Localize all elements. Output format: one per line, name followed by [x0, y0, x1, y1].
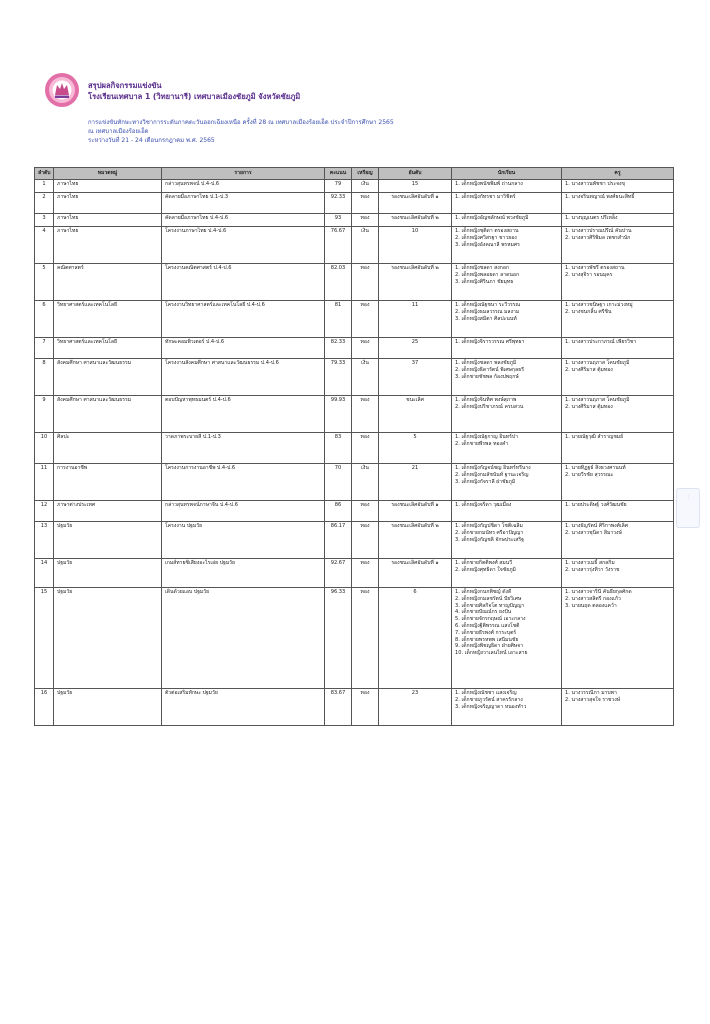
list-item: 3. เด็กหญิงกัจราลี ฝาชัยภูมิ	[455, 478, 516, 485]
col-header-rank: อันดับ	[379, 168, 452, 180]
list-item: 2. นางสุจิรา รอนมุคร	[565, 271, 613, 278]
score-cell: 83.67	[325, 689, 352, 726]
list-item: 1. เด็กหญิงณัฐชนา ระวีวรรณ	[455, 302, 521, 308]
students-cell-list	[455, 228, 558, 248]
teachers-cell	[562, 264, 674, 301]
teachers-cell-list	[565, 560, 670, 574]
col-header-students: นักเรียน	[452, 168, 562, 180]
table-row	[35, 338, 674, 359]
medal-cell: ทอง	[352, 689, 379, 726]
rank-cell: 5	[379, 433, 452, 464]
teachers-cell	[562, 433, 674, 464]
item-cell: โครงงาน ปฐมวัย	[162, 522, 325, 559]
medal-cell: เงิน	[352, 359, 379, 396]
subtitle-line-1: การแข่งขันทักษะทางวิชาการระดับภาคตะวันออกเฉียงเหนือ ครั้งที่ 28 ณ เทศบาลเมืองร้อยเอ็ด ประจำปีการศึกษา 2565	[88, 119, 394, 126]
teachers-cell-list	[565, 465, 670, 479]
list-item: 10. เด็กหญิงวาเลนไทน์ เอาะสาย	[455, 650, 528, 657]
list-item: 1. เด็กหญิงอัญชลักษณ์ พวงชัยภูมิ	[455, 215, 529, 221]
list-item: 3. เด็กหญิงอังคณาลี พรหมศร	[455, 241, 520, 248]
row-number-cell: 3	[35, 214, 54, 227]
category-cell: ภาษาไทย	[54, 214, 162, 227]
score-cell: 70	[325, 464, 352, 501]
students-cell-list	[455, 302, 558, 322]
category-cell: ปฐมวัย	[54, 559, 162, 588]
table-row	[35, 359, 674, 396]
list-item: 1. นางสาวนพัชชา ประจงขุ	[565, 181, 626, 187]
list-item: 1. นายทิฏฐธ์ สิงธวงศานนท์	[565, 465, 626, 471]
list-item: 3. เด็กชายชัชพล ก้องปพฤกษ์	[455, 373, 519, 380]
list-item: 8. เด็กชายพรหพพ เสนีมนชัย	[455, 636, 519, 643]
teachers-cell	[562, 501, 674, 522]
students-cell-list	[455, 589, 558, 657]
row-number-cell: 15	[35, 588, 54, 689]
students-cell-list	[455, 434, 558, 448]
teachers-cell	[562, 559, 674, 588]
table-row	[35, 180, 674, 193]
teachers-cell-list	[565, 434, 670, 441]
teachers-cell-list	[565, 339, 670, 346]
list-item: 1. นางสาวนฤภาส โคนชัยภูมิ	[565, 397, 630, 403]
medal-cell: ทอง	[352, 193, 379, 214]
list-item: 2. เด็กหญิงพลอยดา ลาดนอก	[455, 271, 520, 278]
students-cell	[452, 214, 562, 227]
item-cell: ตัวต่อเสริมทักษะ ปฐมวัย	[162, 689, 325, 726]
score-cell: 82.33	[325, 338, 352, 359]
teachers-cell	[562, 193, 674, 214]
students-cell	[452, 464, 562, 501]
list-item: 1. นางสาวเมธิ์ สกลกิม	[565, 560, 615, 566]
teachers-cell	[562, 588, 674, 689]
list-item: 2. เด็กชายกมนัทร ศรีอาปัญญา	[455, 529, 524, 536]
list-item: 1. เด็กหญิงณัฐกาญ อินทร์ปา	[455, 434, 518, 440]
row-number-cell: 6	[35, 301, 54, 338]
teachers-cell	[562, 396, 674, 433]
rank-cell: รองชนะเลิศอันดับที่ ๑	[379, 501, 452, 522]
item-cell: โครงงานสังคมศึกษา ศาสนาและวัฒนธรรม ป.4-ป.6	[162, 359, 325, 396]
students-cell	[452, 689, 562, 726]
students-cell-list	[455, 397, 558, 411]
rank-cell: 6	[379, 588, 452, 689]
col-header-no: ลำดับ	[35, 168, 54, 180]
row-number-cell: 7	[35, 338, 54, 359]
students-cell	[452, 301, 562, 338]
score-cell: 83	[325, 433, 352, 464]
list-item: 2. เด็กหญิงศุทธิดา ใจชัยภูมิ	[455, 566, 516, 573]
row-number-cell: 12	[35, 501, 54, 522]
rank-cell: 23	[379, 689, 452, 726]
item-cell: คัดลายมือภาษาไทย ป.1-ป.3	[162, 193, 325, 214]
students-cell	[452, 359, 562, 396]
table-row	[35, 214, 674, 227]
list-item: 6. เด็กหญิงฐิติพรรณ แสงโชติ	[455, 622, 520, 629]
teachers-cell-list	[565, 265, 670, 279]
teachers-cell	[562, 301, 674, 338]
rank-cell: 10	[379, 227, 452, 264]
list-item: 1. นางสาวปราณปรีณ์ คันปาน	[565, 228, 632, 234]
list-item: 1. เด็กหญิงชลดา สงกอก	[455, 265, 509, 271]
rank-cell: รองชนะเลิศอันดับที่ ๑	[379, 193, 452, 214]
list-item: 1. เด็กหญิงกัญปชิดา โชติเฉลิม	[455, 523, 523, 529]
list-item: 3. เด็กชายศิลกิจโต ทาญปัญญา	[455, 602, 525, 609]
list-item: 2. นางสาวสุจใจ ราชวงษ์	[565, 696, 621, 703]
score-cell: 86.17	[325, 522, 352, 559]
list-item: 2. เด็กหญิงกมลชรัตน์ ปัยวิเศษ	[455, 595, 522, 602]
table-row	[35, 689, 674, 726]
students-cell-list	[455, 215, 558, 222]
medal-cell: ทอง	[352, 264, 379, 301]
category-cell: ปฐมวัย	[54, 522, 162, 559]
category-cell: คณิตศาสตร์	[54, 264, 162, 301]
list-item: 3. เด็กหญิงศิรินภา ชัยมุทธ	[455, 278, 514, 285]
score-cell: 81	[325, 301, 352, 338]
col-header-score: คะแนน	[325, 168, 352, 180]
medal-cell: ทอง	[352, 433, 379, 464]
item-cell: เกมส์ทายซิเสียงอะไรเอ่ย ปฐมวัย	[162, 559, 325, 588]
list-item: 1. เด็กหญิงกัญจน์ชญ อินทร์หรีนาง	[455, 465, 531, 471]
list-item: 2. เด็กหญิงศวิสรฐา ชาวยอง	[455, 234, 517, 241]
students-cell	[452, 264, 562, 301]
row-number-cell: 10	[35, 433, 54, 464]
category-cell: วิทยาศาสตร์และเทคโนโลยี	[54, 338, 162, 359]
medal-cell: ทอง	[352, 396, 379, 433]
list-item: 1. เด็กหญิงจิรารวรรณ ศรีพุทธา	[455, 339, 525, 345]
teachers-cell-list	[565, 181, 670, 188]
list-item: 1. เด็กหญิงณัชชา แสงเจริญ	[455, 690, 517, 696]
col-header-item: รายการ	[162, 168, 325, 180]
category-cell: สังคมศึกษา ศาสนาและวัฒนธรรม	[54, 396, 162, 433]
row-number-cell: 1	[35, 180, 54, 193]
list-item: 1. นายประดิษฐ์ วงศ์วัฒนชัย	[565, 502, 627, 508]
row-number-cell: 9	[35, 396, 54, 433]
col-header-teachers: ครู	[562, 168, 674, 180]
medal-cell: ทอง	[352, 338, 379, 359]
list-item: 1. นายณัฐวุฒิ สำราญชมย์	[565, 434, 624, 440]
item-cell: โครงงานการงานอาชีพ ป.4-ป.6	[162, 464, 325, 501]
score-cell: 99.93	[325, 396, 352, 433]
medal-cell: ทอง	[352, 559, 379, 588]
teachers-cell	[562, 689, 674, 726]
results-table	[34, 167, 674, 726]
category-cell: ภาษาไทย	[54, 180, 162, 193]
score-cell: 93	[325, 214, 352, 227]
teachers-cell	[562, 464, 674, 501]
table-row	[35, 301, 674, 338]
rank-cell: รองชนะเลิศอันดับที่ ๒	[379, 522, 452, 559]
teachers-cell	[562, 338, 674, 359]
table-row	[35, 193, 674, 214]
list-item: 2. เด็กหญิงกมลัชนันท์ ฐานะเจริญ	[455, 471, 529, 478]
list-item: 1. นางสาวชนิษฐา เกาะม่วงหมู่	[565, 302, 633, 308]
row-number-cell: 4	[35, 227, 54, 264]
item-cell: โครงงานภาษาไทย ป.4-ป.6	[162, 227, 325, 264]
row-number-cell: 16	[35, 689, 54, 726]
medal-cell: เงิน	[352, 227, 379, 264]
category-cell: ภาษาต่างประเทศ	[54, 501, 162, 522]
list-item: 3. เด็กหญิงจริญญาดา หนองทำว	[455, 703, 527, 710]
category-cell: ปฐมวัย	[54, 588, 162, 689]
teachers-cell-list	[565, 194, 670, 201]
score-cell: 92.33	[325, 193, 352, 214]
table-row	[35, 396, 674, 433]
medal-cell: ทอง	[352, 588, 379, 689]
scroll-tab-grip-icon: ⋮	[686, 494, 690, 499]
teachers-cell-list	[565, 215, 670, 222]
subtitle-line-2: ณ เทศบาลเมืองร้อยเอ็ด	[88, 128, 149, 135]
item-cell: วาดภาพระบายสี ป.1-ป.3	[162, 433, 325, 464]
teachers-cell	[562, 359, 674, 396]
list-item: 3. นายนฤด ตลองแคว้า	[565, 602, 617, 609]
students-cell	[452, 396, 562, 433]
students-cell-list	[455, 465, 558, 485]
school-logo	[44, 72, 80, 108]
students-cell	[452, 522, 562, 559]
list-item: 1. นางสาวจารินี คันธียกุลศักด	[565, 589, 632, 595]
students-cell-list	[455, 690, 558, 710]
list-item: 1. เด็กชายกิตติพงศ์ สมนวี	[455, 560, 513, 566]
students-cell	[452, 193, 562, 214]
row-number-cell: 13	[35, 522, 54, 559]
medal-cell: ทอง	[352, 501, 379, 522]
list-item: 1. นางสาวประกาภรณ์ เพียรวิชา	[565, 339, 637, 345]
students-cell-list	[455, 181, 558, 188]
medal-cell: ทอง	[352, 301, 379, 338]
list-item: 1. เด็กหญิงจินทิศ พงษ์สุภาพ	[455, 397, 517, 403]
students-cell-list	[455, 523, 558, 543]
col-header-medal: เหรียญ	[352, 168, 379, 180]
teachers-cell-list	[565, 302, 670, 316]
table-row	[35, 588, 674, 689]
score-cell: 96.33	[325, 588, 352, 689]
rank-cell: 21	[379, 464, 452, 501]
list-item: 2. เด็กชายพีรพล ทองคำ	[455, 440, 509, 447]
students-cell-list	[455, 194, 558, 201]
score-cell: 82.03	[325, 264, 352, 301]
list-item: 2. นางสาวชุนิดา สิมาวงษ์	[565, 529, 622, 536]
teachers-cell-list	[565, 690, 670, 704]
rank-cell: 25	[379, 338, 452, 359]
list-item: 7. เด็กชายธีรพงศ์ การะบุตร์	[455, 629, 517, 636]
list-item: 1. เด็กหญิงกนกพิชญ์ ดังดี	[455, 589, 512, 595]
list-item: 2. นางสาวสลิตรี กองแก้ว	[565, 595, 621, 602]
title-line-2: โรงเรียนเทศบาล 1 (วิทยานารี) เทศบาลเมืองชัยภูมิ จังหวัดชัยภูมิ	[88, 92, 301, 101]
item-cell: คัดลายมือภาษาไทย ป.4-ป.6	[162, 214, 325, 227]
medal-cell: เงิน	[352, 180, 379, 193]
list-item: 2. นางศิริมาส ตุ้มทอง	[565, 366, 613, 373]
rank-cell: รองชนะเลิศอันดับที่ ๒	[379, 214, 452, 227]
list-item: 1. นางสาวพัชรี ตรองสถาน	[565, 265, 625, 271]
category-cell: ภาษาไทย	[54, 227, 162, 264]
teachers-cell	[562, 227, 674, 264]
table-row	[35, 559, 674, 588]
rank-cell: 15	[379, 180, 452, 193]
rank-cell: ชนะเลิศ	[379, 396, 452, 433]
item-cell: กล่าวสุนทรพจน์ภาษาจีน ป.4-ป.6	[162, 501, 325, 522]
row-number-cell: 5	[35, 264, 54, 301]
teachers-cell	[562, 180, 674, 193]
list-item: 1. เด็กหญิงชลดา พลงชัยภูมิ	[455, 360, 517, 366]
table-row	[35, 227, 674, 264]
row-number-cell: 2	[35, 193, 54, 214]
row-number-cell: 11	[35, 464, 54, 501]
list-item: 2. นางศิริมาส ตุ้มทอง	[565, 403, 613, 410]
table-row	[35, 501, 674, 522]
teachers-cell-list	[565, 502, 670, 509]
category-cell: สังคมศึกษา ศาสนาและวัฒนธรรม	[54, 359, 162, 396]
list-item: 2. นางสาวศิริพิมล เพชรสำนัก	[565, 234, 631, 241]
rank-cell: รองชนะเลิศอันดับที่ ๒	[379, 264, 452, 301]
rank-cell: 37	[379, 359, 452, 396]
list-item: 4. เด็กชายปัณณ์กร ยงปัน	[455, 609, 512, 616]
rank-cell: 11	[379, 301, 452, 338]
item-cell: ตอบปัญหาพุทธมนตร์ ป.4-ป.6	[162, 396, 325, 433]
list-item: 2. นางชนกลิ้น ศรีชิน	[565, 308, 612, 315]
list-item: 2. เด็กชายภูวรัตน์ สาครรักลาง	[455, 696, 523, 703]
col-header-category: หมวดหมู่	[54, 168, 162, 180]
medal-cell: ทอง	[352, 522, 379, 559]
teachers-cell-list	[565, 228, 670, 242]
students-cell	[452, 501, 562, 522]
list-item: 2. นายวีรชัย สุวรรณะ	[565, 471, 614, 478]
list-item: 1. นางสาวนฤภาส โคนชัยภูมิ	[565, 360, 630, 366]
students-cell-list	[455, 339, 558, 346]
list-item: 1. นางธัญรัตน์ ศิริกาพงศ์เลิศ	[565, 523, 628, 529]
table-body	[35, 180, 674, 726]
list-item: 1. นางจรินทญาณ์ พงศ์ธนะสิทธิ์	[565, 194, 635, 200]
table-row	[35, 464, 674, 501]
list-item: 1. เด็กหญิงกัทรชา มาวิชิตร์	[455, 194, 516, 200]
students-cell	[452, 338, 562, 359]
teachers-cell-list	[565, 360, 670, 374]
category-cell: ภาษาไทย	[54, 193, 162, 214]
category-cell: วิทยาศาสตร์และเทคโนโลยี	[54, 301, 162, 338]
students-cell	[452, 559, 562, 588]
medal-cell: เงิน	[352, 464, 379, 501]
medal-cell: ทอง	[352, 214, 379, 227]
list-item: 1. นางวรรณีภา มาบพา	[565, 690, 617, 696]
table-row	[35, 264, 674, 301]
students-cell-list	[455, 360, 558, 380]
rank-cell: รองชนะเลิศอันดับที่ ๑	[379, 559, 452, 588]
list-item: 1. เด็กหญิงจริดา วุฒเมือง	[455, 502, 512, 508]
list-item: 3. เด็กหญิงกัญชลิ จักษประเสริฐ	[455, 536, 524, 543]
document-title	[88, 80, 300, 102]
students-cell-list	[455, 560, 558, 574]
row-number-cell: 14	[35, 559, 54, 588]
students-cell-list	[455, 502, 558, 509]
list-item: 1. เด็กหญิงพนัชพิมพ์ ถ่านกลาง	[455, 181, 523, 187]
item-cell: โครงงานคณิตศาสตร์ ป.4-ป.6	[162, 264, 325, 301]
side-scroll-tab[interactable]	[676, 488, 700, 528]
score-cell: 86	[325, 501, 352, 522]
item-cell: กล่าวสุนทรพจน์ ป.4-ป.6	[162, 180, 325, 193]
list-item: 2. นางสาวรุ่งทิวา วังราช	[565, 566, 620, 573]
list-item: 2. เด็กหญิงปริชาภรณ์ ครบสวน	[455, 403, 524, 410]
teachers-cell	[562, 522, 674, 559]
students-cell	[452, 227, 562, 264]
title-line-1: สรุปผลกิจกรรมแข่งขัน	[88, 81, 162, 90]
list-item: 1. เด็กหญิงชุติดา ตรองสถาน	[455, 228, 519, 234]
list-item: 5. เด็กชายจักรกฤษณ์ เอาะกลาง	[455, 616, 526, 623]
teachers-cell-list	[565, 397, 670, 411]
row-number-cell: 8	[35, 359, 54, 396]
category-cell: การงานอาชีพ	[54, 464, 162, 501]
table-row	[35, 522, 674, 559]
list-item: 2. เด็กหญิงธิดารัตน์ พิเศษกุลธรี	[455, 366, 524, 373]
list-item: 9. เด็กหญิงพิชญธิดา ฝ่ายศิษจา	[455, 643, 524, 650]
list-item: 3. เด็กหญิงสมิตา ศิลปะนนท์	[455, 315, 517, 322]
list-item: 2. เด็กหญิงธมลวรรณ มลงาม	[455, 308, 520, 315]
students-cell	[452, 433, 562, 464]
item-cell: เดินด้วยแอบ ปฐมวัย	[162, 588, 325, 689]
table-header-row	[35, 168, 674, 180]
table-row	[35, 433, 674, 464]
item-cell: ทักษะคอมพิวเตอร์ ป.4-ป.6	[162, 338, 325, 359]
subtitle-line-3: ระหว่างวันที่ 21 - 24 เดือนกรกฎาคม พ.ศ. 2565	[88, 137, 215, 144]
teachers-cell	[562, 214, 674, 227]
category-cell: ศิลปะ	[54, 433, 162, 464]
score-cell: 76.67	[325, 227, 352, 264]
teachers-cell-list	[565, 523, 670, 537]
score-cell: 79	[325, 180, 352, 193]
category-cell: ปฐมวัย	[54, 689, 162, 726]
students-cell	[452, 180, 562, 193]
students-cell-list	[455, 265, 558, 285]
score-cell: 92.67	[325, 559, 352, 588]
students-cell	[452, 588, 562, 689]
item-cell: โครงงานวิทยาศาสตร์และเทคโนโลยี ป.4-ป.6	[162, 301, 325, 338]
teachers-cell-list	[565, 589, 670, 609]
list-item: 1. นางบุญเนตร ปรีเหล็ง	[565, 215, 618, 221]
document-subtitle	[88, 118, 394, 145]
score-cell: 79.33	[325, 359, 352, 396]
